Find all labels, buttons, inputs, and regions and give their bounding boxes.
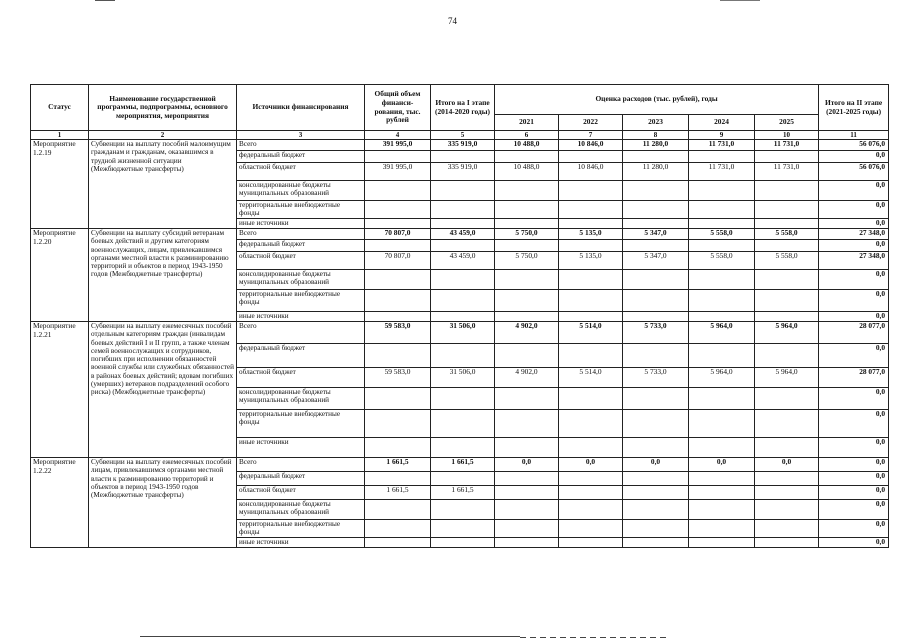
amount-cell <box>431 500 495 520</box>
amount-cell: 27 348,0 <box>819 229 889 240</box>
amount-cell <box>623 219 689 229</box>
funding-source: Всего <box>237 229 365 240</box>
amount-cell <box>495 151 559 163</box>
amount-cell: 28 077,0 <box>819 322 889 344</box>
amount-cell: 0,0 <box>819 290 889 312</box>
amount-cell <box>559 410 623 438</box>
amount-cell: 59 583,0 <box>365 368 431 388</box>
amount-cell: 335 919,0 <box>431 140 495 151</box>
amount-cell <box>495 500 559 520</box>
event-status: Мероприятие 1.2.21 <box>31 322 89 458</box>
amount-cell: 5 514,0 <box>559 368 623 388</box>
table-row <box>31 140 889 151</box>
amount-cell <box>431 537 495 547</box>
amount-cell <box>365 388 431 410</box>
amount-cell <box>689 181 755 201</box>
funding-source: Всего <box>237 140 365 151</box>
funding-source: территориальные внебюджетные фонды <box>237 290 365 312</box>
header-total: Общий объем финанси-рования, тыс. рублей <box>365 85 431 131</box>
amount-cell <box>755 388 819 410</box>
amount-cell <box>755 438 819 458</box>
amount-cell <box>689 388 755 410</box>
amount-cell <box>495 472 559 486</box>
amount-cell <box>365 344 431 368</box>
funding-source: федеральный бюджет <box>237 151 365 163</box>
amount-cell <box>495 240 559 252</box>
amount-cell <box>559 201 623 219</box>
amount-cell: 0,0 <box>819 344 889 368</box>
table-row <box>31 458 889 472</box>
amount-cell <box>755 486 819 500</box>
amount-cell: 0,0 <box>819 240 889 252</box>
amount-cell <box>495 388 559 410</box>
amount-cell: 0,0 <box>819 410 889 438</box>
amount-cell: 1 661,5 <box>365 458 431 472</box>
amount-cell: 31 506,0 <box>431 322 495 344</box>
table-row <box>31 229 889 240</box>
funding-source: областной бюджет <box>237 252 365 270</box>
amount-cell <box>365 438 431 458</box>
amount-cell <box>689 410 755 438</box>
amount-cell: 5 750,0 <box>495 229 559 240</box>
amount-cell <box>623 344 689 368</box>
amount-cell <box>623 240 689 252</box>
header-year: 2024 <box>689 115 755 131</box>
funding-source: федеральный бюджет <box>237 472 365 486</box>
amount-cell <box>623 410 689 438</box>
header-estimate: Оценка расходов (тыс. рублей), годы <box>495 85 819 115</box>
amount-cell: 5 558,0 <box>755 229 819 240</box>
amount-cell <box>365 219 431 229</box>
amount-cell: 0,0 <box>559 458 623 472</box>
funding-source: Всего <box>237 458 365 472</box>
funding-source: иные источники <box>237 537 365 547</box>
amount-cell <box>559 151 623 163</box>
column-index: 5 <box>431 131 495 140</box>
funding-source: территориальные внебюджетные фонды <box>237 410 365 438</box>
scan-edge-mark <box>95 0 115 1</box>
event-status: Мероприятие 1.2.22 <box>31 458 89 548</box>
amount-cell: 4 902,0 <box>495 368 559 388</box>
header-name: Наименование государственной программы, подпрограммы, основного мероприятия, мероприятия <box>89 85 237 131</box>
funding-source: территориальные внебюджетные фонды <box>237 201 365 219</box>
table-row <box>31 322 889 344</box>
amount-cell <box>755 500 819 520</box>
amount-cell: 0,0 <box>819 388 889 410</box>
column-index: 4 <box>365 131 431 140</box>
amount-cell <box>689 151 755 163</box>
amount-cell: 0,0 <box>495 458 559 472</box>
amount-cell <box>495 520 559 538</box>
amount-cell <box>689 201 755 219</box>
amount-cell <box>431 240 495 252</box>
amount-cell <box>755 219 819 229</box>
header-stage2: Итого на II этапе (2021-2025 годы) <box>819 85 889 131</box>
amount-cell: 0,0 <box>819 270 889 290</box>
amount-cell <box>559 240 623 252</box>
amount-cell: 1 661,5 <box>431 486 495 500</box>
amount-cell <box>365 312 431 322</box>
amount-cell: 335 919,0 <box>431 163 495 181</box>
amount-cell <box>755 290 819 312</box>
amount-cell <box>559 537 623 547</box>
amount-cell: 5 135,0 <box>559 252 623 270</box>
amount-cell <box>365 201 431 219</box>
amount-cell <box>623 520 689 538</box>
amount-cell: 5 964,0 <box>755 368 819 388</box>
amount-cell: 0,0 <box>819 472 889 486</box>
amount-cell <box>431 219 495 229</box>
amount-cell <box>431 151 495 163</box>
amount-cell <box>689 472 755 486</box>
amount-cell <box>559 520 623 538</box>
amount-cell <box>623 388 689 410</box>
amount-cell <box>689 312 755 322</box>
amount-cell: 391 995,0 <box>365 140 431 151</box>
amount-cell <box>623 537 689 547</box>
funding-source: консолидированные бюджеты муниципальных образований <box>237 388 365 410</box>
event-name: Субвенции на выплату субсидий ветеранам боевых действий и другим категориям военнослужащих, лицам, привлекавшимся органами местной власти к разминированию территорий и объектов в период 1943-1950 годов (Межбюджетные трансферты) <box>89 229 237 322</box>
amount-cell <box>495 486 559 500</box>
amount-cell: 10 488,0 <box>495 140 559 151</box>
amount-cell: 11 731,0 <box>755 163 819 181</box>
amount-cell <box>559 270 623 290</box>
event-name: Субвенции на выплату пособий малоимущим гражданам и гражданам, оказавшимся в трудной жизненной ситуации (Межбюджетные трансферты) <box>89 140 237 229</box>
amount-cell: 1 661,5 <box>365 486 431 500</box>
amount-cell: 0,0 <box>819 500 889 520</box>
amount-cell: 11 280,0 <box>623 163 689 181</box>
funding-source: иные источники <box>237 312 365 322</box>
amount-cell: 5 733,0 <box>623 368 689 388</box>
amount-cell: 10 846,0 <box>559 163 623 181</box>
amount-cell <box>689 344 755 368</box>
amount-cell <box>689 500 755 520</box>
column-index: 11 <box>819 131 889 140</box>
column-index: 6 <box>495 131 559 140</box>
header-year: 2025 <box>755 115 819 131</box>
amount-cell: 5 964,0 <box>689 322 755 344</box>
amount-cell <box>755 240 819 252</box>
amount-cell <box>689 520 755 538</box>
header-source: Источники финансирования <box>237 85 365 131</box>
funding-source: консолидированные бюджеты муниципальных образований <box>237 500 365 520</box>
amount-cell <box>365 410 431 438</box>
amount-cell <box>431 312 495 322</box>
amount-cell <box>365 472 431 486</box>
amount-cell <box>755 344 819 368</box>
amount-cell: 5 733,0 <box>623 322 689 344</box>
amount-cell: 5 347,0 <box>623 229 689 240</box>
amount-cell <box>559 312 623 322</box>
amount-cell: 43 459,0 <box>431 252 495 270</box>
amount-cell <box>495 344 559 368</box>
column-index: 9 <box>689 131 755 140</box>
amount-cell <box>755 472 819 486</box>
amount-cell: 5 558,0 <box>689 229 755 240</box>
amount-cell <box>559 486 623 500</box>
header-year: 2023 <box>623 115 689 131</box>
funding-source: областной бюджет <box>237 486 365 500</box>
amount-cell: 56 076,0 <box>819 140 889 151</box>
funding-source: иные источники <box>237 219 365 229</box>
amount-cell <box>623 438 689 458</box>
amount-cell <box>495 312 559 322</box>
event-name: Субвенции на выплату ежемесячных пособий лицам, привлекавшимся органами местной власти к разминированию территорий и объектов в период 1943-1950 годов (Межбюджетные трансферты) <box>89 458 237 548</box>
column-index: 10 <box>755 131 819 140</box>
amount-cell <box>623 486 689 500</box>
amount-cell: 5 750,0 <box>495 252 559 270</box>
amount-cell: 70 807,0 <box>365 229 431 240</box>
column-index: 1 <box>31 131 89 140</box>
amount-cell <box>689 219 755 229</box>
amount-cell: 0,0 <box>623 458 689 472</box>
amount-cell: 5 558,0 <box>689 252 755 270</box>
amount-cell: 0,0 <box>819 312 889 322</box>
amount-cell: 0,0 <box>819 181 889 201</box>
amount-cell: 27 348,0 <box>819 252 889 270</box>
amount-cell <box>365 181 431 201</box>
amount-cell <box>495 537 559 547</box>
amount-cell <box>495 201 559 219</box>
amount-cell <box>623 472 689 486</box>
amount-cell: 31 506,0 <box>431 368 495 388</box>
amount-cell <box>559 438 623 458</box>
amount-cell <box>623 151 689 163</box>
amount-cell <box>755 312 819 322</box>
amount-cell: 11 731,0 <box>689 140 755 151</box>
scan-edge-mark <box>520 637 670 638</box>
amount-cell: 10 846,0 <box>559 140 623 151</box>
amount-cell: 1 661,5 <box>431 458 495 472</box>
header-year: 2022 <box>559 115 623 131</box>
amount-cell: 5 514,0 <box>559 322 623 344</box>
amount-cell <box>431 181 495 201</box>
amount-cell <box>559 181 623 201</box>
amount-cell <box>755 151 819 163</box>
funding-source: консолидированные бюджеты муниципальных образований <box>237 270 365 290</box>
amount-cell <box>365 270 431 290</box>
amount-cell <box>755 181 819 201</box>
funding-source: территориальные внебюджетные фонды <box>237 520 365 538</box>
amount-cell <box>431 410 495 438</box>
header-status: Статус <box>31 85 89 131</box>
amount-cell <box>755 410 819 438</box>
scan-edge-mark <box>140 636 520 637</box>
column-index: 8 <box>623 131 689 140</box>
amount-cell: 0,0 <box>755 458 819 472</box>
amount-cell <box>431 520 495 538</box>
amount-cell: 0,0 <box>819 486 889 500</box>
amount-cell: 5 558,0 <box>755 252 819 270</box>
amount-cell: 59 583,0 <box>365 322 431 344</box>
amount-cell <box>495 410 559 438</box>
amount-cell <box>365 500 431 520</box>
budget-table <box>30 84 889 548</box>
amount-cell: 0,0 <box>819 151 889 163</box>
amount-cell <box>495 181 559 201</box>
amount-cell: 4 902,0 <box>495 322 559 344</box>
column-index: 2 <box>89 131 237 140</box>
funding-source: федеральный бюджет <box>237 240 365 252</box>
amount-cell: 391 995,0 <box>365 163 431 181</box>
amount-cell <box>365 290 431 312</box>
amount-cell: 5 964,0 <box>689 368 755 388</box>
amount-cell: 0,0 <box>689 458 755 472</box>
funding-source: консолидированные бюджеты муниципальных образований <box>237 181 365 201</box>
amount-cell <box>689 270 755 290</box>
amount-cell <box>559 472 623 486</box>
amount-cell <box>623 201 689 219</box>
amount-cell <box>495 438 559 458</box>
amount-cell <box>755 537 819 547</box>
amount-cell <box>559 219 623 229</box>
amount-cell <box>431 290 495 312</box>
column-index: 3 <box>237 131 365 140</box>
amount-cell: 11 280,0 <box>623 140 689 151</box>
amount-cell <box>431 344 495 368</box>
amount-cell <box>495 270 559 290</box>
amount-cell <box>755 270 819 290</box>
amount-cell <box>431 472 495 486</box>
amount-cell: 0,0 <box>819 537 889 547</box>
page-number: 74 <box>448 16 457 26</box>
event-name: Субвенции на выплату ежемесячных пособий отдельным категориям граждан (инвалидам боевых действий I и II групп, а также членам семей военнослужащих и сотрудников, погибших при исполнении обязанностей военной службы или служебных обязанностей в районах боевых действий; вдовам погибших (умерших) ветеранов подразделений особого риска) (Межбюджетные трансферты) <box>89 322 237 458</box>
amount-cell <box>559 344 623 368</box>
amount-cell <box>495 219 559 229</box>
header-stage1: Итого на I этапе (2014-2020 годы) <box>431 85 495 131</box>
amount-cell: 0,0 <box>819 438 889 458</box>
amount-cell <box>559 290 623 312</box>
amount-cell <box>689 438 755 458</box>
amount-cell <box>755 201 819 219</box>
amount-cell <box>559 500 623 520</box>
amount-cell <box>431 388 495 410</box>
amount-cell: 43 459,0 <box>431 229 495 240</box>
amount-cell <box>495 290 559 312</box>
table-header <box>31 85 889 140</box>
amount-cell: 5 347,0 <box>623 252 689 270</box>
amount-cell <box>431 438 495 458</box>
funding-source: федеральный бюджет <box>237 344 365 368</box>
amount-cell <box>365 537 431 547</box>
funding-source: областной бюджет <box>237 163 365 181</box>
amount-cell <box>689 290 755 312</box>
amount-cell: 70 807,0 <box>365 252 431 270</box>
table-body <box>31 140 889 548</box>
amount-cell: 28 077,0 <box>819 368 889 388</box>
amount-cell <box>365 520 431 538</box>
amount-cell <box>623 500 689 520</box>
amount-cell: 5 964,0 <box>755 322 819 344</box>
amount-cell: 0,0 <box>819 219 889 229</box>
amount-cell: 11 731,0 <box>755 140 819 151</box>
event-status: Мероприятие 1.2.19 <box>31 140 89 229</box>
amount-cell <box>755 520 819 538</box>
amount-cell: 0,0 <box>819 458 889 472</box>
amount-cell: 5 135,0 <box>559 229 623 240</box>
column-index-row <box>31 131 889 140</box>
amount-cell: 11 731,0 <box>689 163 755 181</box>
amount-cell <box>623 270 689 290</box>
event-status: Мероприятие 1.2.20 <box>31 229 89 322</box>
amount-cell <box>431 201 495 219</box>
amount-cell <box>365 151 431 163</box>
amount-cell: 0,0 <box>819 520 889 538</box>
amount-cell <box>431 270 495 290</box>
funding-source: областной бюджет <box>237 368 365 388</box>
scan-edge-mark <box>720 0 760 1</box>
amount-cell <box>559 388 623 410</box>
column-index: 7 <box>559 131 623 140</box>
header-year: 2021 <box>495 115 559 131</box>
amount-cell <box>689 537 755 547</box>
amount-cell <box>623 290 689 312</box>
amount-cell: 0,0 <box>819 201 889 219</box>
amount-cell <box>365 240 431 252</box>
amount-cell <box>689 240 755 252</box>
funding-source: Всего <box>237 322 365 344</box>
funding-source: иные источники <box>237 438 365 458</box>
amount-cell <box>623 312 689 322</box>
amount-cell: 10 488,0 <box>495 163 559 181</box>
amount-cell: 56 076,0 <box>819 163 889 181</box>
amount-cell <box>689 486 755 500</box>
amount-cell <box>623 181 689 201</box>
